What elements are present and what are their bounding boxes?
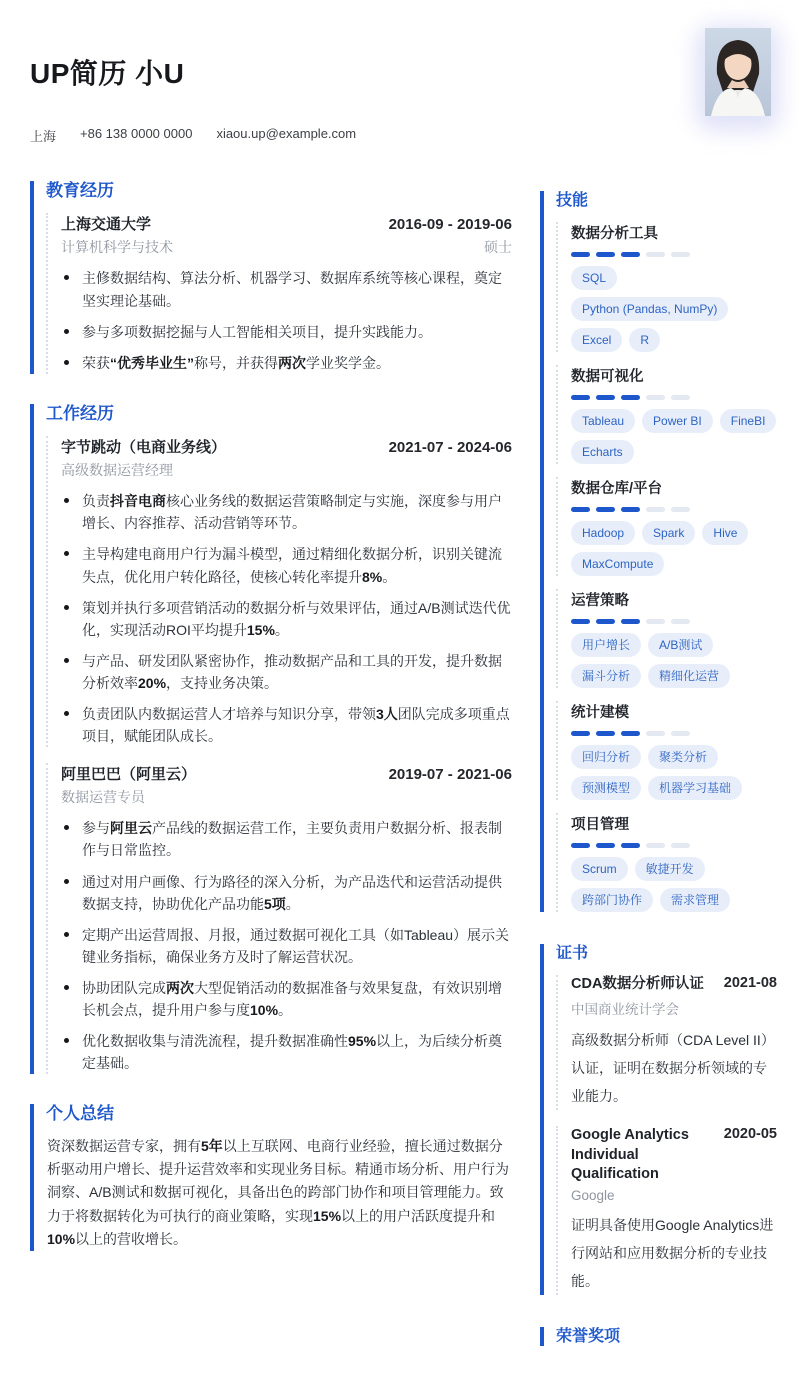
skill-tags [571,521,777,576]
skill-level-segment [621,252,640,257]
section-work [30,404,512,1075]
skill-group-name: 统计建模 [571,705,629,722]
bullet-list [61,490,512,747]
skill-level-segment [596,395,615,400]
bullet-list [61,267,512,373]
skill-level-segment [646,507,665,512]
skill-tag: 机器学习基础 [648,776,742,800]
work-item [46,436,512,747]
work-date: 2021-07 - 2024-06 [388,439,512,457]
right-column [540,191,777,1378]
section-title-skills: 技能 [556,192,589,209]
certificate-name: Google Analytics Individual Qualification [571,1126,689,1183]
resume-columns [0,181,799,1378]
certificate-description: 高级数据分析师（CDA Level II）认证，证明在数据分析领域的专业能力。 [571,1031,775,1104]
skill-level-bars [571,619,777,624]
skill-group [556,589,777,688]
certificate-org: 中国商业统计学会 [571,1001,679,1017]
skill-level-segment [571,843,590,848]
section-certificates [540,944,777,1294]
skill-level-bars [571,507,777,512]
skill-level-segment [596,843,615,848]
job-title: 高级数据运营经理 [61,462,173,479]
bullet-item: 与产品、研发团队紧密协作，推动数据产品和工具的开发，提升数据分析效率20%，支持业务决策。 [61,650,512,694]
bullet-item: 荣获“优秀毕业生”称号，并获得两次学业奖学金。 [61,352,512,374]
skill-group [556,813,777,912]
skill-level-segment [671,507,690,512]
section-title-work: 工作经历 [46,403,114,423]
bullet-item: 优化数据收集与清洗流程，提升数据准确性95%以上，为后续分析奠定基础。 [61,1030,512,1074]
section-summary [30,1104,512,1251]
skill-level-segment [646,395,665,400]
education-item-sub [61,237,512,257]
skill-tag: Power BI [642,409,713,433]
education-date: 2016-09 - 2019-06 [388,216,512,234]
section-education [30,181,512,374]
certificate-item [556,975,777,1110]
education-body [46,213,512,373]
certificate-name: CDA数据分析师认证 [571,976,704,993]
contact-location: 上海 [30,129,57,144]
candidate-name: UP简历 小U [30,58,185,89]
skill-tag: 聚类分析 [648,745,718,769]
skill-level-segment [571,619,590,624]
resume-header [0,0,799,145]
bullet-item: 主修数据结构、算法分析、机器学习、数据库系统等核心课程，奠定坚实理论基础。 [61,267,512,311]
section-title-certificates: 证书 [556,945,589,963]
skill-level-segment [571,731,590,736]
skill-level-segment [621,731,640,736]
skill-tag: Echarts [571,440,634,464]
skill-tag: 敏捷开发 [635,857,705,881]
education-item [46,213,512,373]
contact-phone: +86 138 0000 0000 [80,126,193,141]
skill-group [556,701,777,800]
skill-level-bars [571,252,777,257]
skill-tags [571,266,777,352]
work-item-sub [61,460,512,480]
skill-tag: 跨部门协作 [571,888,653,912]
skill-group [556,222,777,352]
skill-level-segment [646,252,665,257]
skill-tags [571,745,777,800]
left-column [30,181,512,1281]
bullet-item: 参与阿里云产品线的数据运营工作，主要负责用户数据分析、报表制作与日常监控。 [61,817,512,861]
education-item-head [61,213,512,234]
company-name: 阿里巴巴（阿里云） [61,766,197,784]
bullet-list [61,817,512,1074]
skill-tag: 预测模型 [571,776,641,800]
section-title-honors: 荣誉奖项 [556,1327,621,1345]
skill-tag: Hive [702,521,748,545]
skill-level-segment [596,731,615,736]
certificate-org: Google [571,1187,615,1203]
skill-level-segment [571,395,590,400]
skill-tag: Scrum [571,857,628,881]
skill-tag: Hadoop [571,521,635,545]
skill-level-segment [621,619,640,624]
profile-photo-illustration [705,28,771,116]
skill-level-segment [646,843,665,848]
skill-group-name: 项目管理 [571,817,629,834]
skill-level-bars [571,843,777,848]
skill-group-name: 数据分析工具 [571,226,658,243]
skill-tag: R [629,328,660,352]
skill-level-segment [571,507,590,512]
section-title-education: 教育经历 [46,181,114,200]
skill-tag: 精细化运营 [648,664,730,688]
skills-body [556,222,777,912]
skill-level-segment [671,843,690,848]
skill-tag: Python (Pandas, NumPy) [571,297,728,321]
bullet-item: 负责团队内数据运营人才培养与知识分享，带领3人团队完成多项重点项目，赋能团队成长。 [61,703,512,747]
certificate-date: 2021-08 [723,975,777,992]
work-item [46,763,512,1074]
work-item-head [61,436,512,457]
section-honors [540,1327,777,1346]
skill-tags [571,409,777,464]
skill-tag: A/B测试 [648,633,713,657]
skill-tag: MaxCompute [571,552,664,576]
skill-group [556,365,777,464]
bullet-item: 定期产出运营周报、月报，通过数据可视化工具（如Tableau）展示关键业务指标，确保业务方及时了解运营状况。 [61,924,512,968]
skill-level-segment [596,507,615,512]
summary-text: 资深数据运营专家，拥有5年以上互联网、电商行业经验，擅长通过数据分析驱动用户增长、提升运营效率和实现业务目标。精通市场分析、用户行为洞察、A/B测试和数据可视化，具备出色的跨部门协作和项目管理能力。致力于将数据转化为可执行的商业策略，实现15%以上的用户活跃度提升和10%以上的营收增长。 [47,1137,509,1247]
skill-level-bars [571,395,777,400]
skill-tags [571,633,777,688]
skill-level-segment [621,507,640,512]
company-name: 字节跳动（电商业务线） [61,439,227,457]
skill-group-name: 数据可视化 [571,369,644,386]
skill-level-segment [671,619,690,624]
skill-level-segment [646,731,665,736]
major: 计算机科学与技术 [61,239,173,256]
work-item-sub [61,787,512,807]
skill-tag: 需求管理 [660,888,730,912]
skill-tag: Tableau [571,409,635,433]
bullet-item: 负责抖音电商核心业务线的数据运营策略制定与实施，深度参与用户增长、内容推荐、活动营销等环节。 [61,490,512,534]
skill-tag: Excel [571,328,622,352]
skill-group-name: 数据仓库/平台 [571,481,663,498]
work-body [46,436,512,1074]
certificate-description: 证明具备使用Google Analytics进行网站和应用数据分析的专业技能。 [571,1216,774,1289]
skill-tags [571,857,777,912]
skill-level-segment [646,619,665,624]
skill-tag: Spark [642,521,695,545]
skill-level-segment [671,395,690,400]
skill-level-segment [571,252,590,257]
contact-row [30,126,769,145]
skill-level-segment [596,252,615,257]
section-title-summary: 个人总结 [46,1104,114,1124]
bullet-item: 策划并执行多项营销活动的数据分析与效果评估，通过A/B测试迭代优化，实现活动ROI平均提升15%。 [61,597,512,641]
certificate-date: 2020-05 [723,1125,777,1142]
skill-tag: 漏斗分析 [571,664,641,688]
profile-photo [705,28,771,116]
skill-level-segment [671,252,690,257]
certificate-head [571,1126,777,1185]
skill-group-name: 运营策略 [571,593,629,610]
skill-tag: 用户增长 [571,633,641,657]
work-item-head [61,763,512,784]
skill-tag: 回归分析 [571,745,641,769]
skill-level-segment [596,619,615,624]
skill-level-bars [571,731,777,736]
bullet-item: 通过对用户画像、行为路径的深入分析，为产品迭代和运营活动提供数据支持，协助优化产品功能5项。 [61,871,512,915]
contact-email: xiaou.up@example.com [216,126,357,141]
bullet-item: 协助团队完成两次大型促销活动的数据准备与效果复盘，有效识别增长机会点，提升用户参与度10%。 [61,977,512,1021]
skill-level-segment [621,395,640,400]
bullet-item: 主导构建电商用户行为漏斗模型，通过精细化数据分析，识别关键流失点，优化用户转化路径，使核心转化率提升8%。 [61,543,512,587]
skill-level-segment [671,731,690,736]
certificate-item [556,1126,777,1295]
skill-tag: SQL [571,266,617,290]
skill-group [556,477,777,576]
bullet-item: 参与多项数据挖掘与人工智能相关项目，提升实践能力。 [61,321,512,343]
certificates-body [556,975,777,1294]
job-title: 数据运营专员 [61,789,145,806]
degree: 硕士 [484,239,512,256]
work-date: 2019-07 - 2021-06 [388,766,512,784]
skill-level-segment [621,843,640,848]
skill-tag: FineBI [720,409,777,433]
school-name: 上海交通大学 [61,216,152,234]
certificate-head [571,975,777,995]
section-skills [540,191,777,912]
